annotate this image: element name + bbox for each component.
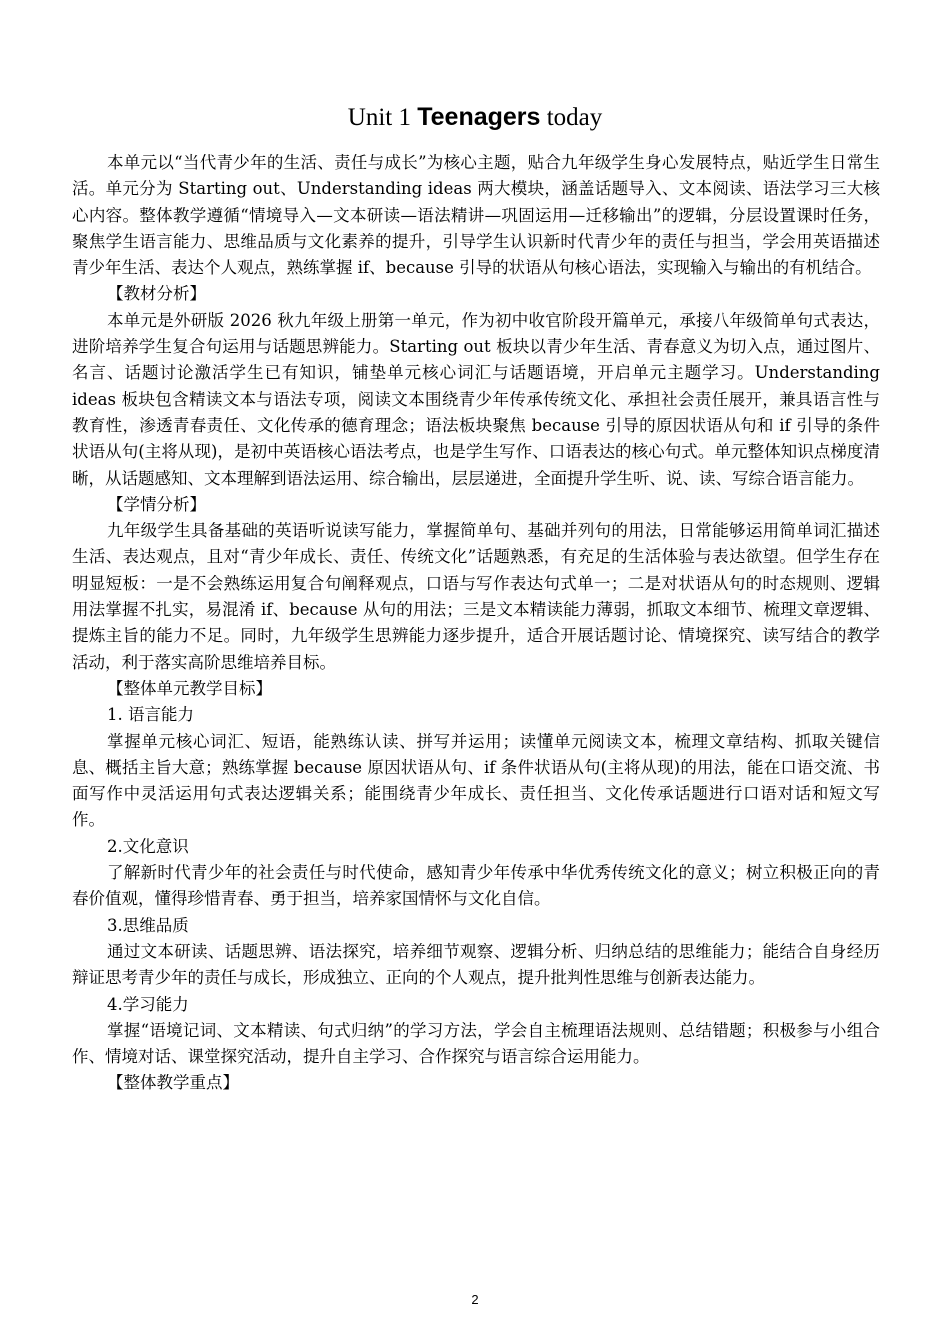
title-teenagers: Teenagers — [417, 103, 541, 131]
heading-language-ability: 1. 语言能力 — [107, 705, 194, 725]
page-number: 2 — [471, 1292, 479, 1307]
heading-learner-analysis: 【学情分析】 — [107, 494, 206, 514]
document-body — [72, 150, 880, 1097]
heading-learning-ability: 4.学习能力 — [107, 994, 189, 1014]
language-ability-paragraph: 掌握单元核心词汇、短语，能熟练认读、拼写并运用；读懂单元阅读文本，梳理文章结构、抓取关键信息、概括主旨大意；熟练掌握 because 原因状语从句、if 条件状语从句(主将从现)的用法，能在口语交流、书面写作中灵活运用句式表达逻辑关系；能围绕青少年成长、责任担当、文化传承话题进行口语对话和短文写作。 — [72, 731, 880, 830]
title-today: today — [540, 104, 603, 131]
heading-unit-goals: 【整体单元教学目标】 — [107, 678, 272, 698]
page-title — [0, 103, 950, 132]
title-unit: Unit 1 — [347, 104, 418, 131]
learner-analysis-paragraph: 九年级学生具备基础的英语听说读写能力，掌握简单句、基础并列句的用法，日常能够运用简单词汇描述生活、表达观点，且对“青少年成长、责任、传统文化”话题熟悉，有充足的生活体验与表达欲望。但学生存在明显短板：一是不会熟练运用复合句阐释观点，口语与写作表达句式单一；二是对状语从句的时态规则、逻辑用法掌握不扎实，易混淆 if、because 从句的用法；三是文本精读能力薄弱，抓取文本细节、梳理文章逻辑、提炼主旨的能力不足。同时，九年级学生思辨能力逐步提升，适合开展话题讨论、情境探究、读写结合的教学活动，利于落实高阶思维培养目标。 — [72, 521, 880, 672]
textbook-analysis-paragraph: 本单元是外研版 2026 秋九年级上册第一单元，作为初中收官阶段开篇单元，承接八年级简单句式表达，进阶培养学生复合句运用与话题思辨能力。Starting out 板块以青少年生活、青春意义为切入点，通过图片、名言、话题讨论激活学生已有知识，铺垫单元核心词汇与话题语境，开启单元主题学习。Understanding ideas 板块包含精读文本与语法专项，阅读文本围绕青少年传承传统文化、承担社会责任展开，兼具语言性与教育性，渗透青春责任、文化传承的德育理念；语法板块聚焦 because 引导的原因状语从句和 if 引导的条件状语从句(主将从现)，是初中英语核心语法考点，也是学生写作、口语表达的核心句式。单元整体知识点梯度清晰，从话题感知、文本理解到语法运用、综合输出，层层递进，全面提升学生听、说、读、写综合语言能力。 — [72, 310, 880, 488]
heading-thinking-quality: 3.思维品质 — [107, 915, 189, 935]
learning-ability-paragraph: 掌握“语境记词、文本精读、句式归纳”的学习方法，学会自主梳理语法规则、总结错题；积极参与小组合作、情境对话、课堂探究活动，提升自主学习、合作探究与语言综合运用能力。 — [72, 1020, 880, 1067]
thinking-quality-paragraph: 通过文本研读、话题思辨、语法探究，培养细节观察、逻辑分析、归纳总结的思维能力；能结合自身经历辩证思考青少年的责任与成长，形成独立、正向的个人观点，提升批判性思维与创新表达能力。 — [72, 941, 880, 988]
heading-key-points: 【整体教学重点】 — [107, 1073, 239, 1093]
intro-paragraph: 本单元以“当代青少年的生活、责任与成长”为核心主题，贴合九年级学生身心发展特点，贴近学生日常生活。单元分为 Starting out、Understanding ideas 两大模块，涵盖话题导入、文本阅读、语法学习三大核心内容。整体教学遵循“情境导入—文本研读—语法精讲—巩固运用—迁移输出”的逻辑，分层设置课时任务，聚焦学生语言能力、思维品质与文化素养的提升，引导学生认识新时代青少年的责任与担当，学会用英语描述青少年生活、表达个人观点，熟练掌握 if、because 引导的状语从句核心语法，实现输入与输出的有机结合。 — [72, 153, 880, 278]
heading-textbook-analysis: 【教材分析】 — [107, 284, 206, 304]
heading-cultural-awareness: 2.文化意识 — [107, 836, 189, 856]
cultural-awareness-paragraph: 了解新时代青少年的社会责任与时代使命，感知青少年传承中华优秀传统文化的意义；树立积极正向的青春价值观，懂得珍惜青春、勇于担当，培养家国情怀与文化自信。 — [72, 863, 880, 909]
